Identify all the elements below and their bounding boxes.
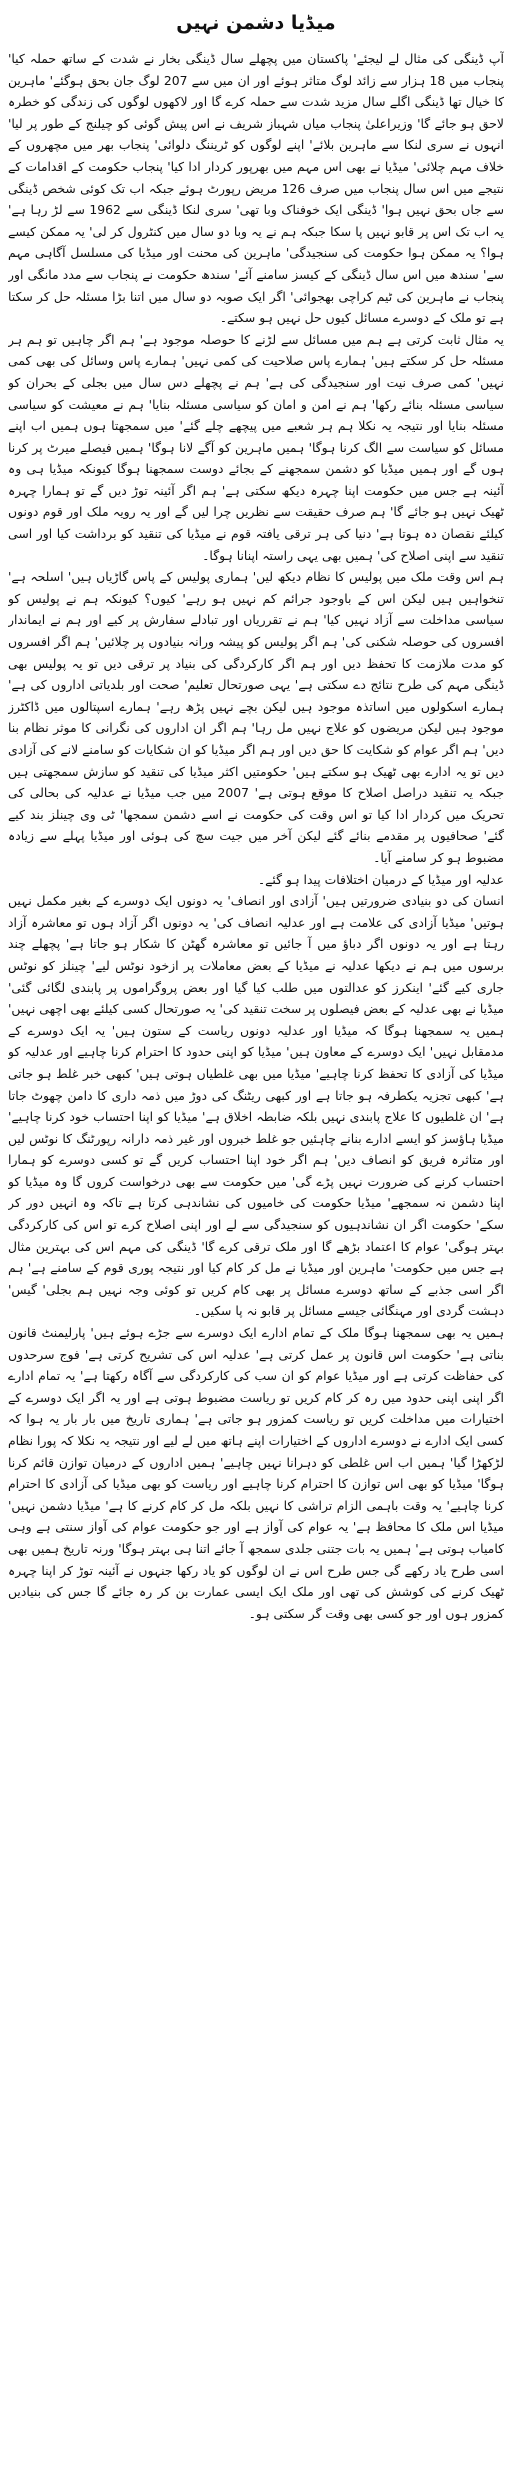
article-paragraph: ہم اس وقت ملک میں پولیس کا نظام دیکھ لیں' ہماری پولیس کے پاس گاڑیاں ہیں' اسلحہ ہے' تنخواہیں ہیں لیکن اس کے باوجود جرائم کم نہیں ہو رہے' کیوں؟ کیونکہ ہم نے پولیس کو سیاسی مداخلت سے آزاد نہیں کیا' ہم نے تقرریاں اور تبادلے سفارش پر کیے اور ہم نے ایماندار افسروں کی حوصلہ شکنی کی' ہم اگر پولیس کو پیشہ ورانہ بنیادوں پر چلائیں' ہم اگر افسروں کو مدت ملازمت کا تحفظ دیں اور ہم اگر کارکردگی کی بنیاد پر ترقی دیں تو یہ پولیس بھی ڈینگی مہم کی طرح نتائج دے سکتی ہے' یہی صورتحال تعلیم' صحت اور بلدیاتی اداروں کی ہے' ہمارے اسکولوں میں اساتذہ موجود ہیں لیکن بچے نہیں پڑھ رہے' ہمارے اسپتالوں میں ڈاکٹرز موجود ہیں لیکن مریضوں کو علاج نہیں مل رہا' ہم اگر ان اداروں کی نگرانی کا موثر نظام بنا دیں' ہم اگر عوام کو شکایت کا حق دیں اور ہم اگر میڈیا کو ان شکایات کو سامنے لانے کی آزادی دیں تو یہ ادارے بھی ٹھیک ہو سکتے ہیں' حکومتیں اکثر میڈیا کی تنقید کو سازش سمجھتی ہیں جبکہ یہ تنقید دراصل اصلاح کا موقع ہوتی ہے' 2007 میں جب میڈیا نے عدلیہ کی بحالی کی تحریک میں کردار ادا کیا تو اس وقت کی حکومت نے اسے دشمن سمجھا' ٹی وی چینلز بند کیے گئے' صحافیوں پر مقدمے بنائے گئے لیکن آخر میں جیت سچ کی ہوئی اور میڈیا پہلے سے زیادہ مضبوط ہو کر سامنے آیا۔ <box>8 569 504 865</box>
article-paragraph: آپ ڈینگی کی مثال لے لیجئے' پاکستان میں پچھلے سال ڈینگی بخار نے شدت کے ساتھ حملہ کیا' پنجاب میں 18 ہزار سے زائد لوگ متاثر ہوئے اور ان میں سے 207 لوگ جان بحق ہوگئے' ماہرین کا خیال تھا ڈینگی اگلے سال مزید شدت سے حملہ کرے گا اور لاکھوں لوگوں کی زندگی کو خطرہ لاحق ہو جائے گا' وزیراعلیٰ پنجاب میاں شہباز شریف نے اس پیش گوئی کو چیلنج کے طور پر لیا' انہوں نے سری لنکا سے ماہرین بلائے' اپنے لوگوں کو ٹریننگ دلوائی' پنجاب بھر میں مچھروں کے خلاف مہم چلائی' میڈیا نے بھی اس مہم میں بھرپور کردار ادا کیا' پنجاب حکومت کے اقدامات کے نتیجے میں اس سال پنجاب میں صرف 126 مریض رپورٹ ہوئے جبکہ اب تک کوئی شخص ڈینگی سے جاں بحق نہیں ہوا' ڈینگی ایک خوفناک وبا تھی' سری لنکا ڈینگی سے 1962 سے لڑ رہا ہے' یہ اب تک اس پر قابو نہیں پا سکا جبکہ ہم نے یہ وبا دو سال میں کنٹرول کر لی' یہ ممکن کیسے ہوا؟ یہ ممکن ہوا حکومت کی سنجیدگی' ماہرین کی محنت اور میڈیا کی مسلسل آگاہی مہم سے' سندھ میں اس سال ڈینگی کے کیسز سامنے آئے' سندھ حکومت نے پنجاب سے مدد مانگی اور پنجاب نے ماہرین کی ٹیم کراچی بھجوائی' اگر ایک صوبہ دو سال میں اتنا بڑا مسئلہ حل کر سکتا ہے تو ملک کے دوسرے مسائل کیوں حل نہیں ہو سکتے۔ <box>8 51 504 326</box>
article-paragraph: انسان کی دو بنیادی ضرورتیں ہیں' آزادی اور انصاف' یہ دونوں ایک دوسرے کے بغیر مکمل نہیں ہوتیں' میڈیا آزادی کی علامت ہے اور عدلیہ انصاف کی' یہ دونوں اگر آزاد ہوں تو معاشرہ آزاد رہتا ہے اور یہ دونوں اگر دباؤ میں آ جائیں تو معاشرہ گھٹن کا شکار ہو جاتا ہے' پچھلے چند برسوں میں ہم نے دیکھا عدلیہ نے میڈیا کے بعض معاملات پر ازخود نوٹس لیے' چینلز کو نوٹس جاری کیے گئے' اینکرز کو عدالتوں میں طلب کیا گیا اور بعض پروگراموں پر پابندی لگائی گئی' میڈیا نے بھی عدلیہ کے بعض فیصلوں پر سخت تنقید کی' یہ صورتحال کسی کیلئے بھی اچھی نہیں' ہمیں یہ سمجھنا ہوگا کہ میڈیا اور عدلیہ دونوں ریاست کے ستون ہیں' یہ ایک دوسرے کے مدمقابل نہیں' ایک دوسرے کے معاون ہیں' میڈیا کو اپنی حدود کا احترام کرنا چاہیے اور عدلیہ کو میڈیا کی آزادی کا تحفظ کرنا چاہیے' میڈیا میں بھی غلطیاں ہوتی ہیں' کبھی خبر غلط ہو جاتی ہے' کبھی تجزیہ یکطرفہ ہو جاتا ہے اور کبھی ریٹنگ کی دوڑ میں ذمہ داری کا دامن چھوٹ جاتا ہے' ان غلطیوں کا علاج پابندی نہیں بلکہ ضابطہ اخلاق ہے' میڈیا کو اپنا احتساب خود کرنا چاہیے' میڈیا ہاؤسز کو ایسے ادارے بنانے چاہئیں جو غلط خبروں اور غیر ذمہ دارانہ رپورٹنگ کا نوٹس لیں اور متاثرہ فریق کو انصاف دیں' ہم اگر خود اپنا احتساب کریں گے تو کسی دوسرے کو ہمارا احتساب کرنے کی ضرورت نہیں پڑے گی' میں حکومت سے بھی درخواست کروں گا وہ میڈیا کو اپنا دشمن نہ سمجھے' میڈیا حکومت کی خامیوں کی نشاندہی کرتا ہے تاکہ وہ انہیں دور کر سکے' حکومت اگر ان نشاندہیوں کو سنجیدگی سے لے اور اپنی اصلاح کرے تو اس کی کارکردگی بہتر ہوگی' عوام کا اعتماد بڑھے گا اور ملک ترقی کرے گا' ڈینگی کی مہم اس کی بہترین مثال ہے جس میں حکومت' ماہرین اور میڈیا نے مل کر کام کیا اور نتیجہ پوری قوم کے سامنے ہے' ہم اگر اسی جذبے کے ساتھ دوسرے مسائل پر بھی کام کریں تو کوئی وجہ نہیں ہم بجلی' گیس' دہشت گردی اور مہنگائی جیسے مسائل پر قابو نہ پا سکیں۔ <box>8 893 504 1319</box>
article-body <box>8 48 504 2482</box>
article-paragraph: ہمیں یہ بھی سمجھنا ہوگا ملک کے تمام ادارے ایک دوسرے سے جڑے ہوئے ہیں' پارلیمنٹ قانون بناتی ہے' حکومت اس قانون پر عمل کرتی ہے' عدلیہ اس کی تشریح کرتی ہے' فوج سرحدوں کی حفاظت کرتی ہے اور میڈیا عوام کو ان سب کی کارکردگی سے آگاہ رکھتا ہے' یہ تمام ادارے اگر اپنی اپنی حدود میں رہ کر کام کریں تو ریاست مضبوط ہوتی ہے اور یہ اگر ایک دوسرے کے اختیارات میں مداخلت کریں تو ریاست کمزور ہو جاتی ہے' ہماری تاریخ میں بار بار یہ ہوا کہ کسی ایک ادارے نے دوسرے اداروں کے اختیارات اپنے ہاتھ میں لے لیے اور نتیجہ یہ نکلا کہ پورا نظام لڑکھڑا گیا' ہمیں اب اس غلطی کو دہرانا نہیں چاہیے' ہمیں اداروں کے درمیان توازن قائم کرنا ہوگا' میڈیا کو بھی اس توازن کا احترام کرنا چاہیے اور ریاست کو بھی میڈیا کی آزادی کا احترام کرنا چاہیے' یہ وقت باہمی الزام تراشی کا نہیں بلکہ مل کر کام کرنے کا ہے' میڈیا دشمن نہیں' میڈیا اس ملک کا محافظ ہے' یہ عوام کی آواز ہے اور جو حکومت عوام کی آواز سنتی ہے وہی کامیاب ہوتی ہے' ہمیں یہ بات جتنی جلدی سمجھ آ جائے اتنا ہی بہتر ہوگا' ورنہ تاریخ ہمیں بھی اسی طرح یاد رکھے گی جس طرح اس نے ان لوگوں کو یاد رکھا جنہوں نے آئینہ توڑ کر اپنا چہرہ ٹھیک کرنے کی کوشش کی تھی اور ملک ایک ایسی عمارت بن کر رہ جائے گا جس کی بنیادیں کمزور ہوں اور جو کسی بھی وقت گر سکتی ہو۔ <box>8 1325 504 1621</box>
article-paragraph: عدلیہ اور میڈیا کے درمیان اختلافات پیدا ہو گئے۔ <box>257 871 504 887</box>
article-paragraph: یہ مثال ثابت کرتی ہے ہم میں مسائل سے لڑنے کا حوصلہ موجود ہے' ہم اگر چاہیں تو ہم ہر مسئلہ حل کر سکتے ہیں' ہمارے پاس صلاحیت کی کمی نہیں' ہمارے پاس وسائل کی بھی کمی نہیں' کمی صرف نیت اور سنجیدگی کی ہے' ہم نے پچھلے دس سال میں بجلی کے بحران کو سیاسی مسئلہ بنائے رکھا' ہم نے امن و امان کو سیاسی مسئلہ بنایا' ہم نے معیشت کو سیاسی مسئلہ بنایا اور نتیجہ یہ نکلا ہم ہر شعبے میں پیچھے چلے گئے' میں سمجھتا ہوں ہمیں اب اپنے مسائل کو سیاست سے الگ کرنا ہوگا' ہمیں ماہرین کو آگے لانا ہوگا' ہمیں فیصلے میرٹ پر کرنا ہوں گے اور ہمیں میڈیا کو دشمن سمجھنے کے بجائے دوست سمجھنا ہوگا کیونکہ میڈیا ہی وہ آئینہ ہے جس میں حکومت اپنا چہرہ دیکھ سکتی ہے' ہم اگر آئینہ توڑ دیں گے تو ہمارا چہرہ ٹھیک نہیں ہو جائے گا' ہم صرف حقیقت سے نظریں چرا لیں گے اور یہ رویہ ملک اور قوم دونوں کیلئے نقصان دہ ہوتا ہے' دنیا کی ہر ترقی یافتہ قوم نے میڈیا کی تنقید کو برداشت کیا اور اسی تنقید سے اپنی اصلاح کی' ہمیں بھی یہی راستہ اپنانا ہوگا۔ <box>8 331 504 563</box>
page-title: میڈیا دشمن نہیں <box>176 12 336 34</box>
